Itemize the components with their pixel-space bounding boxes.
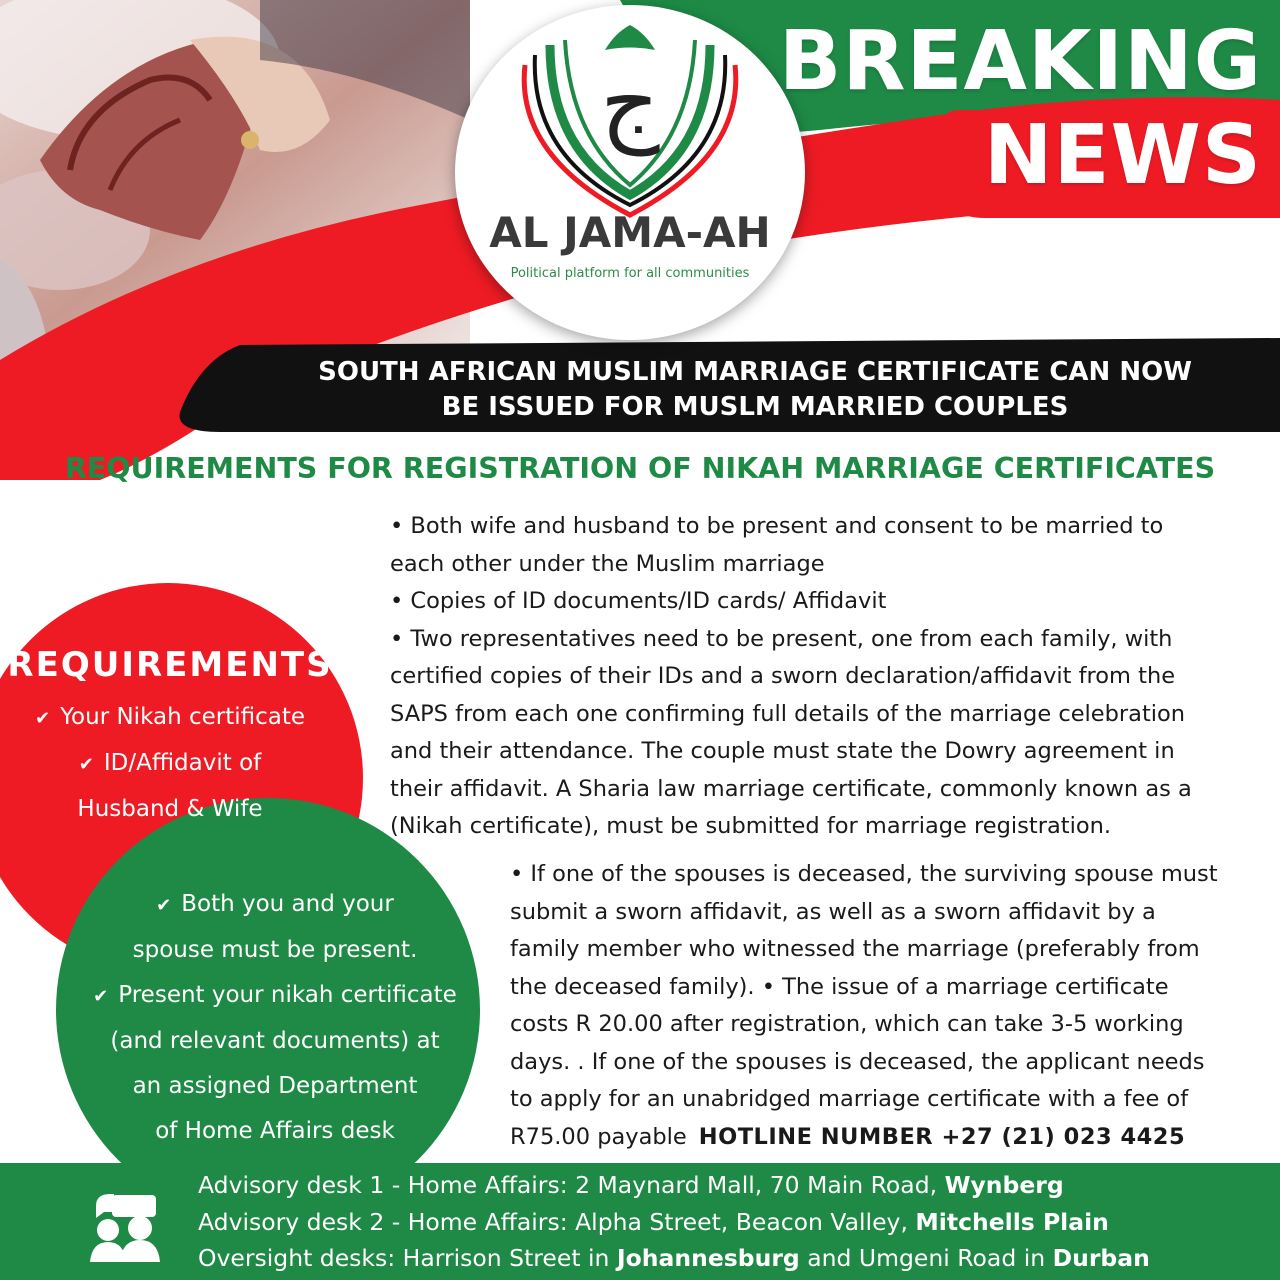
oversight-place-1: Johannesburg [616,1244,800,1272]
body-line: • Two representatives need to be present, one from each family, with [390,625,1173,652]
red-circle-list [0,695,340,832]
footer-desks [198,1167,1268,1277]
check-icon: ✔ [34,708,51,729]
body-line-last [510,1119,1270,1157]
red-list-item [0,695,340,741]
green-list-item-cont: (and relevant documents) at [110,1028,440,1054]
green-item-label: Present your nikah certificate [118,982,457,1008]
news-text: NEWS [983,108,1262,203]
advisory-desk-1: Advisory desk 1 - Home Affairs: 2 Maynard Mall, 70 Main Road, Wynberg [198,1171,1064,1199]
body-line: the deceased family). • The issue of a marriage certificate [510,973,1169,1000]
green-list-item [70,973,480,1019]
red-item-label: ID/Affidavit of [103,750,262,776]
breaking-news-badge [778,14,1262,203]
advisory-desk-2: Advisory desk 2 - Home Affairs: Alpha Street, Beacon Valley, Mitchells Plain [198,1207,1109,1236]
check-icon: ✔ [156,895,172,916]
body-line: days. . If one of the spouses is deceased, the applicant needs [510,1048,1205,1075]
body-line: to apply for an unabridged marriage certificate with a fee of [510,1086,1189,1112]
headline-line2: BE ISSUED FOR MUSLM MARRIED COUPLES [441,392,1069,422]
body-line: (Nikah certificate), must be submitted for marriage registration. [390,813,1111,839]
logo-name: AL JAMA-AH [489,208,771,257]
logo-tagline: Political platform for all communities [510,266,750,281]
body-line: • Both wife and husband to be present and consent to be married to [390,513,1164,539]
body-line: family member who witnessed the marriage (preferably from [510,936,1200,962]
green-list-item [70,882,480,928]
headline-line1: SOUTH AFRICAN MUSLIM MARRIAGE CERTIFICATE CAN NOW [318,357,1192,387]
body-line: costs R 20.00 after registration, which can take 3-5 working [510,1011,1184,1037]
body-line: and their attendance. The couple must state the Dowry agreement in [390,738,1175,764]
requirements-title: REQUIREMENTS FOR REGISTRATION OF NIKAH MARRIAGE CERTIFICATES [64,452,1216,485]
body-line: SAPS from each one confirming full details of the marriage celebration [390,700,1186,727]
body-line: • Copies of ID documents/ID cards/ Affidavit [390,588,887,614]
fee-text: R75.00 payable [510,1123,687,1150]
red-list-item [0,741,340,787]
logo-circle [455,5,805,340]
desk2-place: Mitchells Plain [915,1207,1109,1236]
body-line: • If one of the spouses is deceased, the surviving spouse must [510,861,1218,887]
check-icon: ✔ [78,754,94,775]
requirements-body-lower [510,856,1270,1156]
red-circle-title: REQUIREMENTS [7,645,333,685]
oversight-desks: Oversight desks: Harrison Street in Johannesburg and Umgeni Road in Durban [198,1244,1150,1272]
breaking-text: BREAKING [778,14,1262,109]
body-line: their affidavit. A Sharia law marriage certificate, commonly known as a [390,775,1192,802]
check-icon: ✔ [93,986,109,1007]
body-line: submit a sworn affidavit, as well as a sworn affidavit by a [510,898,1156,925]
green-item-label: Both you and your [181,891,394,917]
green-list-item-cont: an assigned Department [132,1073,418,1099]
oversight-place-2: Durban [1052,1244,1150,1272]
red-item-label: Your Nikah certificate [60,704,306,730]
hotline-number[interactable]: HOTLINE NUMBER +27 (21) 023 4425 [698,1123,1186,1150]
green-list-item-cont: of Home Affairs desk [155,1118,395,1144]
requirements-body-upper [390,508,1270,846]
green-circle-list [70,882,480,1154]
body-line: each other under the Muslim marriage [390,550,825,577]
body-line: certified copies of their IDs and a sworn declaration/affidavit from the [390,663,1176,689]
headline-banner [250,355,1260,425]
green-list-item-cont: spouse must be present. [132,937,418,963]
desk1-place: Wynberg [944,1171,1064,1199]
logo-letter: ج [600,49,660,156]
red-list-item-cont: Husband & Wife [77,796,263,822]
